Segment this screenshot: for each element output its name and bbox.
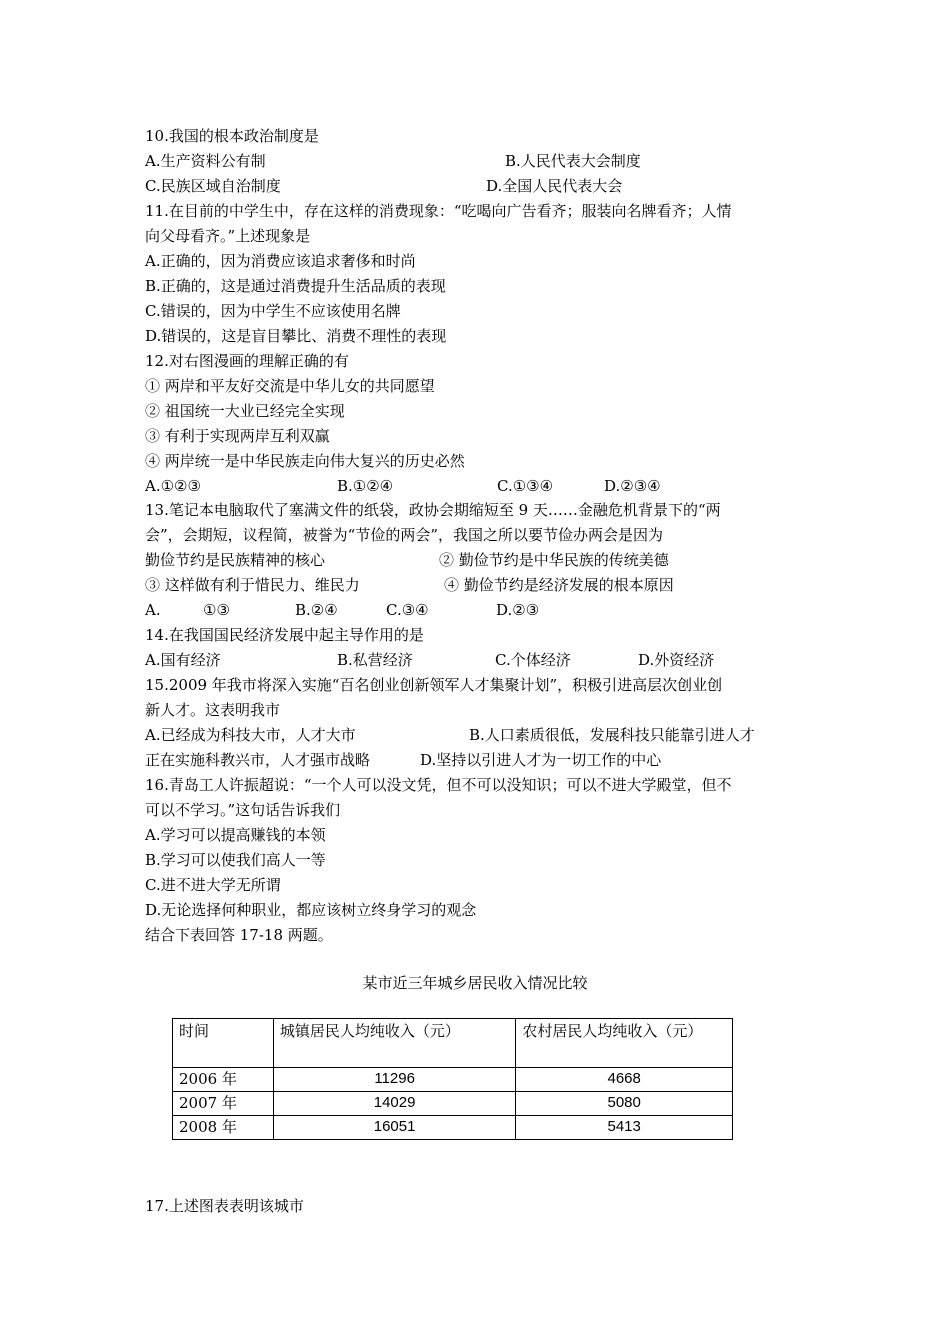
q11-option-d: D.错误的，这是盲目攀比、消费不理性的表现 (145, 327, 447, 345)
q11-stem-line2: 向父母看齐。”上述现象是 (145, 227, 311, 245)
row-year: 2006 年 (173, 1068, 274, 1092)
row-rural-income: 4668 (516, 1068, 733, 1092)
q12-stem: 12.对右图漫画的理解正确的有 (145, 352, 349, 370)
table-row (173, 1092, 733, 1116)
q12-option-b: B.①②④ (337, 477, 394, 495)
q12-statement-2: ② 祖国统一大业已经完全实现 (145, 402, 345, 420)
q13-stem-line2: 会”，会期短，议程简，被誉为“节俭的两会”，我国之所以要节俭办两会是因为 (145, 526, 664, 544)
q14-option-b: B.私营经济 (337, 651, 413, 669)
q13-stem-line1: 13.笔记本电脑取代了塞满文件的纸袋，政协会期缩短至 9 天……金融危机背景下的“两 (145, 501, 721, 519)
row-rural-income: 5080 (516, 1092, 733, 1116)
table-row (173, 1116, 733, 1140)
q16-stem-line1: 16.青岛工人许振超说：“一个人可以没文凭，但不可以没知识；可以不进大学殿堂，但不 (145, 776, 732, 794)
q16-option-c: C.进不进大学无所谓 (145, 876, 281, 894)
q13-statement-3: ③ 这样做有利于惜民力、维民力 (145, 576, 360, 594)
row-urban-income: 14029 (273, 1092, 516, 1116)
q10-option-c: C.民族区域自治制度 (145, 177, 281, 195)
q16-option-b: B.学习可以使我们高人一等 (145, 851, 326, 869)
income-table (172, 1018, 733, 1140)
q15-stem-line2: 新人才。这表明我市 (145, 701, 281, 719)
q16-stem-line2: 可以不学习。”这句话告诉我们 (145, 801, 341, 819)
q12-option-c: C.①③④ (497, 477, 554, 495)
row-year: 2008 年 (173, 1116, 274, 1140)
q12-option-d: D.②③④ (604, 477, 661, 495)
header-time: 时间 (173, 1019, 274, 1068)
q13-option-a: ①③ (203, 601, 230, 619)
q12-statement-3: ③ 有利于实现两岸互利双赢 (145, 427, 330, 445)
q15-option-b: B.人口素质很低，发展科技只能靠引进人才 (469, 726, 755, 744)
q11-stem-line1: 11.在目前的中学生中，存在这样的消费现象：“吃喝向广告看齐；服装向名牌看齐；人情 (145, 202, 732, 220)
table-row (173, 1068, 733, 1092)
q13-statement-1: 勤俭节约是民族精神的核心 (145, 551, 326, 569)
q11-option-a: A.正确的，因为消费应该追求奢侈和时尚 (145, 252, 416, 270)
q11-option-b: B.正确的，这是通过消费提升生活品质的表现 (145, 277, 446, 295)
q16-option-d: D.无论选择何种职业，都应该树立终身学习的观念 (145, 901, 477, 919)
q13-option-a-label: A. (145, 601, 161, 619)
q13-option-d: D.②③ (496, 601, 540, 619)
row-year: 2007 年 (173, 1092, 274, 1116)
q12-option-a: A.①②③ (145, 477, 201, 495)
q14-option-d: D.外资经济 (638, 651, 715, 669)
q12-statement-4: ④ 两岸统一是中华民族走向伟大复兴的历史必然 (145, 452, 465, 470)
q10-option-d: D.全国人民代表大会 (486, 177, 623, 195)
q10-stem: 10.我国的根本政治制度是 (145, 127, 319, 145)
q15-option-a: A.已经成为科技大市，人才大市 (145, 726, 356, 744)
q13-statement-2: ② 勤俭节约是中华民族的传统美德 (439, 551, 669, 569)
q14-stem: 14.在我国国民经济发展中起主导作用的是 (145, 626, 424, 644)
row-urban-income: 16051 (273, 1116, 516, 1140)
q10-option-b: B.人民代表大会制度 (505, 152, 641, 170)
q10-option-a: A.生产资料公有制 (145, 152, 266, 170)
q17-stem: 17.上述图表表明该城市 (145, 1197, 304, 1215)
q13-statement-4: ④ 勤俭节约是经济发展的根本原因 (444, 576, 674, 594)
table-intro: 结合下表回答 17-18 两题。 (145, 926, 333, 944)
q15-stem-line1: 15.2009 年我市将深入实施“百名创业创新领军人才集聚计划”，积极引进高层次创业创 (145, 676, 723, 694)
q14-option-a: A.国有经济 (145, 651, 221, 669)
q14-option-c: C.个体经济 (495, 651, 571, 669)
q16-option-a: A.学习可以提高赚钱的本领 (145, 826, 326, 844)
row-rural-income: 5413 (516, 1116, 733, 1140)
table-header-row (173, 1019, 733, 1068)
header-rural-income: 农村居民人均纯收入（元） (516, 1019, 733, 1068)
q13-option-b: B.②④ (295, 601, 338, 619)
table-title: 某市近三年城乡居民收入情况比较 (362, 974, 588, 992)
q12-statement-1: ① 两岸和平友好交流是中华儿女的共同愿望 (145, 377, 435, 395)
q15-option-c: 正在实施科教兴市，人才强市战略 (145, 751, 371, 769)
row-urban-income: 11296 (273, 1068, 516, 1092)
q15-option-d: D.坚持以引进人才为一切工作的中心 (420, 751, 662, 769)
header-urban-income: 城镇居民人均纯收入（元） (273, 1019, 516, 1068)
q11-option-c: C.错误的，因为中学生不应该使用名牌 (145, 302, 401, 320)
q13-option-c: C.③④ (386, 601, 429, 619)
